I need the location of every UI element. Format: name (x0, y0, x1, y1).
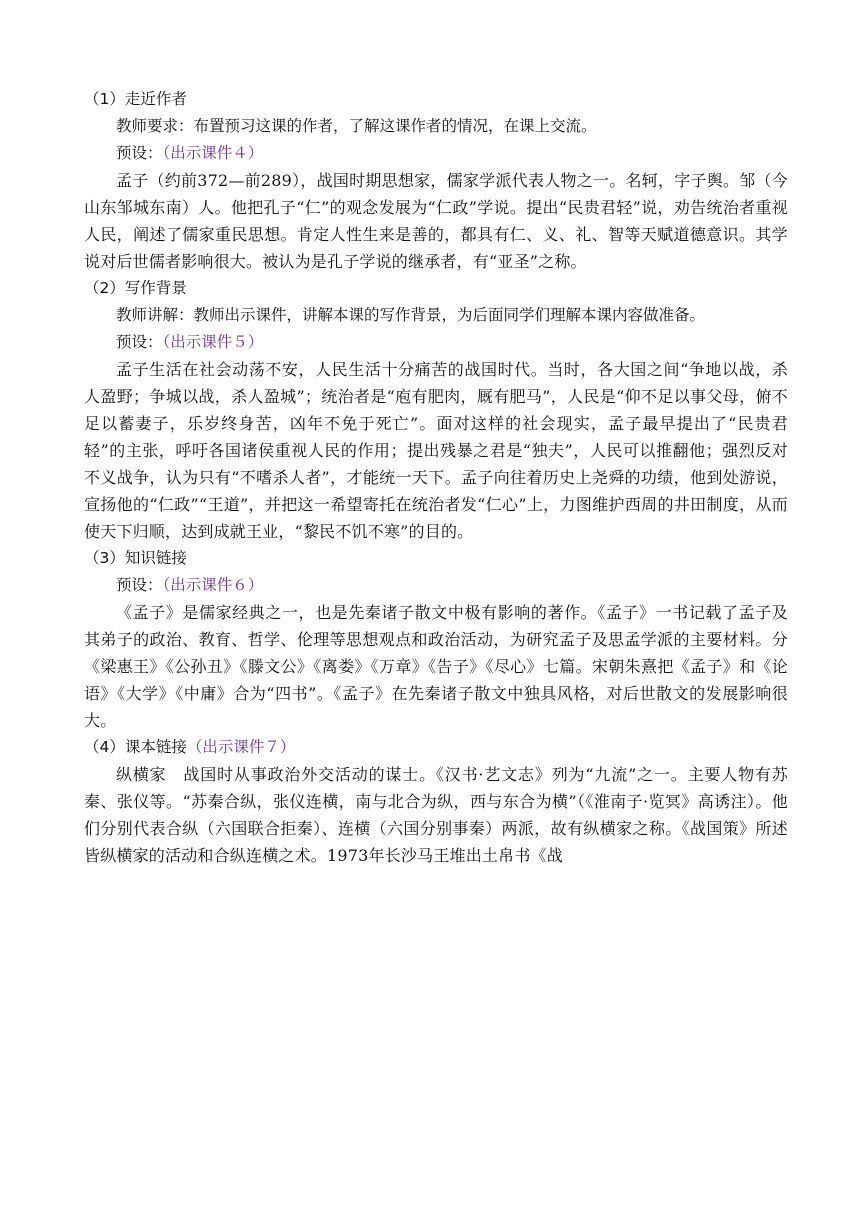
background-paragraph: 孟子生活在社会动荡不安，人民生活十分痛苦的战国时代。当时，各大国之间“争地以战，杀人盈野；争城以战，杀人盈城”；统治者是“庖有肥肉，厩有肥马”，人民是“仰不足以事父母，俯不足以蓄妻子，乐岁终身苦，凶年不免于死亡”。面对这样的社会现实，孟子最早提出了“民贵君轻”的主张，呼吁各国诸侯重视人民的作用；提出残暴之君是“独夫”，人民可以推翻他；强烈反对不义战争，认为只有“不嗜杀人者”，才能统一天下。孟子向往着历史上尧舜的功绩，他到处游说，宣扬他的“仁政”“王道”，并把这一希望寄托在统治者发“仁心”上，力图维护西周的井田制度，从而使天下归顺，达到成就王业，“黎民不饥不寒”的目的。 (84, 360, 788, 541)
section-heading-author: （1）走近作者 (84, 90, 187, 108)
courseware-link[interactable]: （出示课件４） (162, 144, 264, 162)
preset-label: 预设： (116, 144, 163, 162)
knowledge-paragraph: 《孟子》是儒家经典之一，也是先秦诸子散文中极有影响的著作。《孟子》一书记载了孟子及其弟子的政治、教育、哲学、伦理等思想观点和政治活动，为研究孟子及思孟学派的主要材料。分《梁惠王》《公孙丑》《滕文公》《离娄》《万章》《告子》《尽心》七篇。宋朝朱熹把《孟子》和《论语》《大学》《中庸》合为“四书”。《孟子》在先秦诸子散文中独具风格，对后世散文的发展影响很大。 (84, 603, 788, 730)
section-heading-textbook-link (84, 734, 788, 761)
preset-line (84, 329, 788, 356)
textbook-paragraph: 纵横家 战国时从事政治外交活动的谋士。《汉书·艺文志》列为“九流”之一。主要人物有苏秦、张仪等。“苏秦合纵，张仪连横，南与北合为纵，西与东合为横”（《淮南子·览冥》高诱注）。他们分别代表合纵（六国联合拒秦）、连横（六国分别事秦）两派，故有纵横家之称。《战国策》所述皆纵横家的活动和合纵连横之术。1973年长沙马王堆出土帛书《战 (84, 765, 788, 865)
section-heading-knowledge: （3）知识链接 (84, 549, 187, 567)
document-page (84, 86, 788, 869)
preset-line (84, 572, 788, 599)
section-heading-text: （4）课本链接 (84, 738, 187, 756)
section-heading-background: （2）写作背景 (84, 279, 187, 297)
courseware-link[interactable]: （出示课件７） (186, 738, 296, 756)
preset-label: 预设： (116, 333, 163, 351)
teacher-instruction (84, 113, 788, 140)
preset-label: 预设： (116, 576, 163, 594)
courseware-link[interactable]: （出示课件５） (162, 333, 264, 351)
teacher-explanation-text: 教师讲解：教师出示课件，讲解本课的写作背景，为后面同学们理解本课内容做准备。 (116, 306, 706, 324)
courseware-link[interactable]: （出示课件６） (162, 576, 264, 594)
teacher-explanation (84, 302, 788, 329)
preset-line (84, 140, 788, 167)
teacher-instruction-text: 教师要求：布置预习这课的作者，了解这课作者的情况，在课上交流。 (116, 117, 597, 135)
author-paragraph: 孟子（约前372—前289），战国时期思想家，儒家学派代表人物之一。名轲，字子舆。邹（今山东邹城东南）人。他把孔子“仁”的观念发展为“仁政”学说。提出“民贵君轻”说，劝告统治者重视人民，阐述了儒家重民思想。肯定人性生来是善的，都具有仁、义、礼、智等天赋道德意识。其学说对后世儒者影响很大。被认为是孔子学说的继承者，有“亚圣”之称。 (84, 171, 788, 271)
